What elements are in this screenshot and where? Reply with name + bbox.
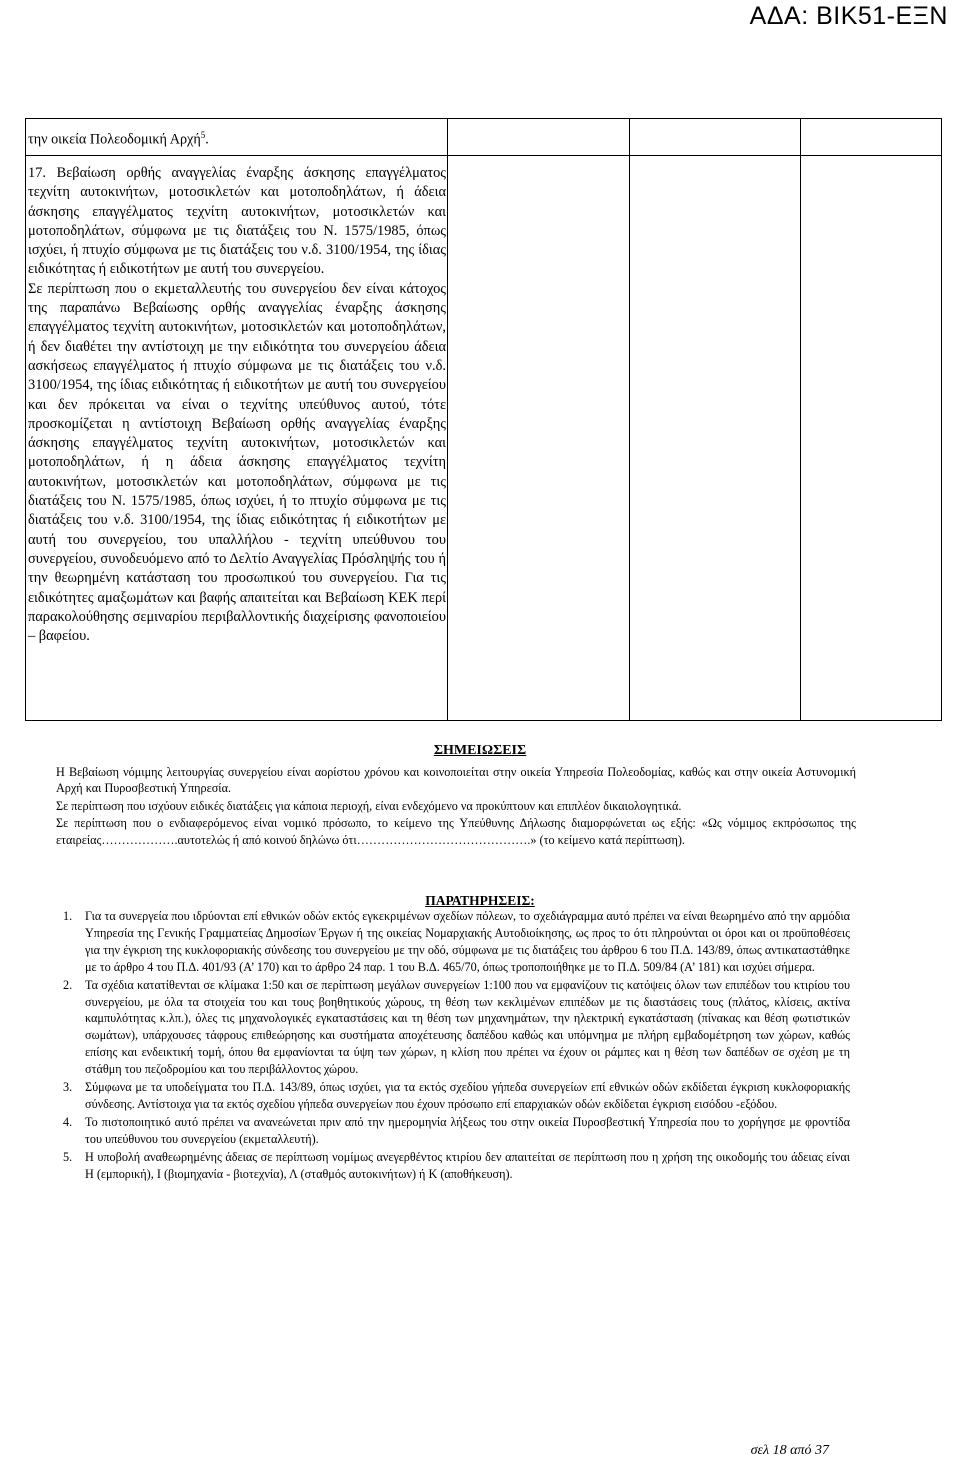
observation-text: Για τα συνεργεία που ιδρύονται επί εθνικών οδών εκτός εγκεκριμένων σχεδίων πόλεων, το σχεδιάγραμμα αυτό πρέπει να είναι θεωρημένο από την αρμόδια Υπηρεσία της Γενικής Γραμματείας Δημοσίων Έργων ή της οικείας Νομαρχιακής Αυτοδιοίκησης, ως προς το ότι πληρούνται οι όροι και οι προϋποθέσεις για την έγκριση της κυκλοφοριακής σύνδεσης του συνεργείου με την οδό, σύμφωνα με τις διατάξεις του άρθρου 6 του Π.Δ. 143/89, όπως αντικαταστάθηκε με το άρθρο 4 του Π.Δ. 401/93 (Α’ 170) και το άρθρο 24 παρ. 1 του Β.Δ. 465/70, όπως τροποποιήθηκε με το Π.Δ. 509/84 (Α’ 181) και ισχύει σήμερα. xyxy=(85,909,850,974)
row1-suffix: . xyxy=(205,131,209,148)
ada-code: ΑΔΑ: ΒΙΚ51-ΕΞΝ xyxy=(749,2,948,30)
observation-item xyxy=(63,908,850,976)
note-item: Η Βεβαίωση νόμιμης λειτουργίας συνεργείου είναι αορίστου χρόνου και κοινοποιείται στην οικεία Υπηρεσία Πολεοδομίας, καθώς και στην οικεία Αστυνομική Αρχή και Πυροσβεστική Υπηρεσία. xyxy=(56,765,856,796)
note-item: Σε περίπτωση που ο ενδιαφερόμενος είναι νομικό πρόσωπο, το κείμενο της Υπεύθυνης Δήλωσης διαμορφώνεται ως εξής: «Ως νόμιμος εκπρόσωπος της εταιρείας……………….αυτοτελώς ή από κοινού δηλώνω ότι…………………………………….» (το κείμενο κατά περίπτωση). xyxy=(56,816,856,847)
footnote-ref: 5 xyxy=(200,130,206,140)
item-17-paragraph-2: Σε περίπτωση που ο εκμεταλλευτής του συνεργείου δεν είναι κάτοχος της παραπάνω Βεβαίωσης ορθής αναγγελίας έναρξης άσκησης επαγγέλματος τεχνίτη αυτοκινήτων, μοτοσικλετών και μοτοποδηλάτων, ή δεν διαθέτει την αντίστοιχη με την ειδικότητα του συνεργείου άδεια ασκήσεως επαγγέλματος ή πτυχίο σύμφωνα με τις διατάξεις του ν.δ. 3100/1954, της ίδιας ειδικότητας ή ειδικοτήτων με αυτή του συνεργείου και δεν πρόκειται να είναι ο τεχνίτης υπεύθυνος αυτού, τότε προσκομίζεται η αντίστοιχη Βεβαίωση ορθής αναγγελίας έναρξης άσκησης επαγγέλματος τεχνίτη αυτοκινήτων, μοτοσικλετών και μοτοποδηλάτων, ή η άδεια άσκησης επαγγέλματος τεχνίτη αυτοκινήτων, μοτοσικλετών και μοτοποδηλάτων, σύμφωνα με τις διατάξεις του Ν. 1575/1985, όπως ισχύει, ή το πτυχίο σύμφωνα με τις διατάξεις του ν.δ. 3100/1954, της ίδιας ειδικότητας ή ειδικοτήτων με αυτή του συνεργείου, του υπαλλήλου - τεχνίτη υπεύθυνου του συνεργείου, συνοδευόμενο από το Δελτίο Αναγγελίας Πρόσληψής του ή την θεωρημένη κατάσταση του προσωπικού του συνεργείου. Για τις ειδικότητες αμαξωμάτων και βαφής απαιτείται και Βεβαίωση ΚΕΚ περί παρακολούθησης σεμιναρίου περιβαλλοντικής διαχείρισης φανοποιείου – βαφείου. xyxy=(28,280,446,645)
table-col-divider-3 xyxy=(800,118,801,721)
observation-item xyxy=(63,1149,850,1183)
observations-title: ΠΑΡΑΤΗΡΗΣΕΙΣ: xyxy=(425,893,535,908)
requirements-table xyxy=(25,118,942,721)
note-item: Σε περίπτωση που ισχύουν ειδικές διατάξεις για κάποια περιοχή, είναι ενδεχόμενο να προκύπτουν και επιπλέον δικαιολογητικά. xyxy=(56,798,682,813)
table-col-divider-1 xyxy=(447,118,448,721)
notes-title: ΣΗΜΕΙΩΣΕΙΣ xyxy=(433,743,527,758)
item-17-paragraph-1: 17. Βεβαίωση ορθής αναγγελίας έναρξης άσκησης επαγγέλματος τεχνίτη αυτοκινήτων, μοτοσικλετών και μοτοποδηλάτων, ή άδεια άσκησης επαγγέλματος τεχνίτη αυτοκινήτων, μοτοσικλετών και μοτοποδηλάτων, σύμφωνα με τις διατάξεις του Ν. 1575/1985, όπως ισχύει, ή πτυχίο σύμφωνα με τις διατάξεις του ν.δ. 3100/1954, της ίδιας ειδικότητας ή ειδικοτήτων με αυτή του συνεργείου. xyxy=(28,165,446,278)
observation-number: 1. xyxy=(63,909,73,923)
notes-section xyxy=(56,764,856,849)
table-col-divider-2 xyxy=(629,118,630,721)
table-row-1 xyxy=(25,118,942,156)
table-left-border xyxy=(25,118,26,721)
observation-text: Το πιστοποιητικό αυτό πρέπει να ανανεώνεται πριν από την ημερομηνία λήξεως του στην οικεία Πυροσβεστική Υπηρεσία που το χορήγησε με φροντίδα του υπεύθυνου του συνεργείου (εκμεταλλευτή). xyxy=(85,1114,850,1146)
page-number: σελ 18 από 37 xyxy=(750,1443,829,1458)
observations-list xyxy=(63,908,850,1184)
observation-item xyxy=(63,1114,850,1148)
row1-label: την οικεία Πολεοδομική Αρχή xyxy=(28,131,201,148)
observation-text: Σύμφωνα με τα υποδείγματα του Π.Δ. 143/89, όπως ισχύει, για τα εκτός σχεδίου γήπεδα συνεργείων επί εθνικών οδών εκδίδεται έγκριση κυκλοφοριακής σύνδεσης. Αντίστοιχα για τα εκτός σχεδίου γήπεδα συνεργείων που έχουν πρόσωπο επί επαρχιακών οδών εκδίδεται έγκριση εισόδου -εξόδου. xyxy=(85,1080,850,1111)
observation-item xyxy=(63,1079,850,1113)
table-right-border xyxy=(941,118,942,721)
table-bottom-border xyxy=(25,720,942,721)
observation-text: Η υποβολή αναθεωρημένης άδειας σε περίπτωση νομίμως ανεγερθέντος κτιρίου δεν απαιτείται σε περίπτωση που η χρήση της οικοδομής του άδειας είναι Η (εμπορική), Ι (βιομηχανία - βιοτεχνία), Λ (σταθμός αυτοκινήτων) ή Κ (αποθήκευση). xyxy=(85,1149,850,1181)
observation-number: 3. xyxy=(63,1080,73,1095)
observation-number: 2. xyxy=(63,977,73,992)
observation-number: 4. xyxy=(63,1114,73,1129)
row1-text xyxy=(28,130,209,149)
item-17-cell xyxy=(28,164,446,646)
observation-number: 5. xyxy=(63,1149,73,1164)
observation-item xyxy=(63,977,850,1078)
observation-text: Τα σχέδια κατατίθενται σε κλίμακα 1:50 και σε περίπτωση μεγάλων συνεργείων 1:100 που να εμφανίζουν τις κατόψεις όλων των επιπέδων του κτιρίου του συνεργείου, με όλα τα στοιχεία του και τους βοηθητικούς χώρους, τη θέση των κεκλιμένων επιπέδων με τις διαστάσεις τους (πλάτος, κλίσεις, ακτίνα καμπυλότητας κ.λπ.), όλες τις μηχανολογικές εγκαταστάσεις και τη θέση των μηχανημάτων, την ηλεκτρική εγκατάσταση (πίνακας και θέση φωτιστικών σωμάτων), υπάρχουσες τάφρους επιθεώρησης και συστήματα αποχέτευσης δαπέδου καθώς και υπόμνημα με πλήρη εμβαδομέτρηση των χώρων, καθώς επίσης και ενδεικτική τομή, όπου θα εμφανίονται τα ύψη των χώρων, η κλίση που πρέπει να έχουν οι ράμπες και η θέση των δαπέδων σε σχέση με τη στάθμη του πεζοδρομίου και του περιβάλλοντος χώρου. xyxy=(85,977,850,1077)
